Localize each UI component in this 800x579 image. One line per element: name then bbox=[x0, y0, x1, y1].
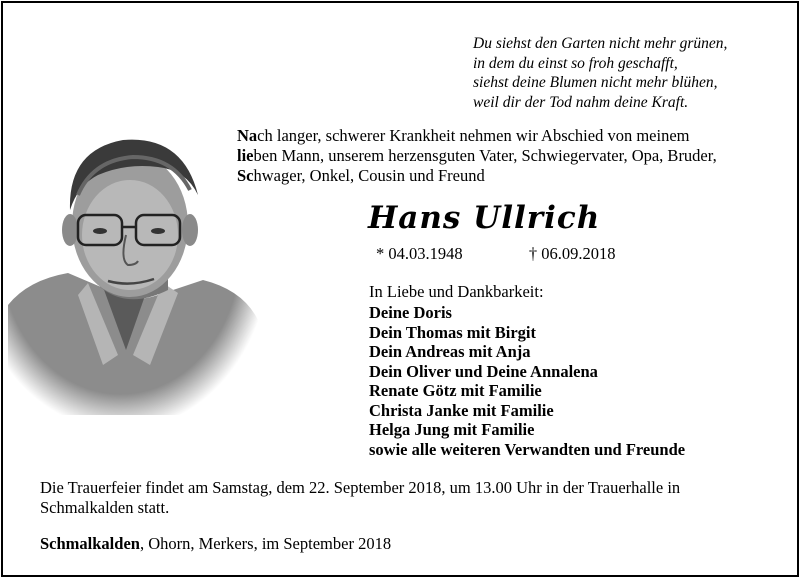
family-member: Dein Oliver und Deine Annalena bbox=[369, 361, 598, 381]
intro-line: ch langer, schwerer Krankheit nehmen wir Abschied von meinem bbox=[257, 126, 690, 145]
death-date: † 06.09.2018 bbox=[528, 244, 616, 263]
intro-line: ben Mann, unserem herzensguten Vater, Schwiegervater, Opa, Bruder, bbox=[253, 146, 717, 165]
dropcap-bold: lie bbox=[237, 146, 254, 165]
dropcap-bold: Sc bbox=[237, 166, 254, 185]
portrait-photo bbox=[8, 115, 258, 415]
funeral-service-notice: Die Trauerfeier findet am Samstag, dem 22. September 2018, um 13.00 Uhr in der Trauerhalle in Schmalkalden statt. bbox=[40, 478, 681, 517]
poem-line: weil dir der Tod nahm deine Kraft. bbox=[473, 93, 689, 111]
place-bold: Schmalkalden bbox=[40, 534, 140, 553]
deceased-name: Hans Ullrich bbox=[368, 200, 601, 236]
birth-date: * 04.03.1948 bbox=[376, 244, 463, 263]
place-rest: , Ohorn, Merkers, im September 2018 bbox=[139, 534, 392, 553]
family-member: Helga Jung mit Familie bbox=[369, 420, 535, 439]
poem-verse bbox=[473, 34, 727, 112]
dropcap-bold: Na bbox=[237, 126, 258, 145]
family-member: sowie alle weiteren Verwandten und Freunde bbox=[369, 439, 686, 459]
intro-line: hwager, Onkel, Cousin und Freund bbox=[253, 166, 485, 185]
poem-line: siehst deine Blumen nicht mehr blühen, bbox=[473, 74, 718, 91]
family-member: Christa Janke mit Familie bbox=[369, 400, 554, 420]
family-member: Dein Andreas mit Anja bbox=[369, 342, 531, 361]
place-date-line bbox=[40, 534, 391, 554]
poem-line: Du siehst den Garten nicht mehr grünen, bbox=[473, 35, 728, 52]
thanks-line: In Liebe und Dankbarkeit: bbox=[369, 282, 544, 301]
family-member: Deine Doris bbox=[369, 303, 452, 322]
family-list bbox=[369, 303, 685, 459]
poem-line: in dem du einst so froh geschafft, bbox=[473, 54, 678, 72]
intro-text bbox=[237, 126, 763, 186]
family-member: Renate Götz mit Familie bbox=[369, 381, 542, 400]
life-dates bbox=[376, 244, 616, 264]
family-member: Dein Thomas mit Birgit bbox=[369, 322, 536, 342]
